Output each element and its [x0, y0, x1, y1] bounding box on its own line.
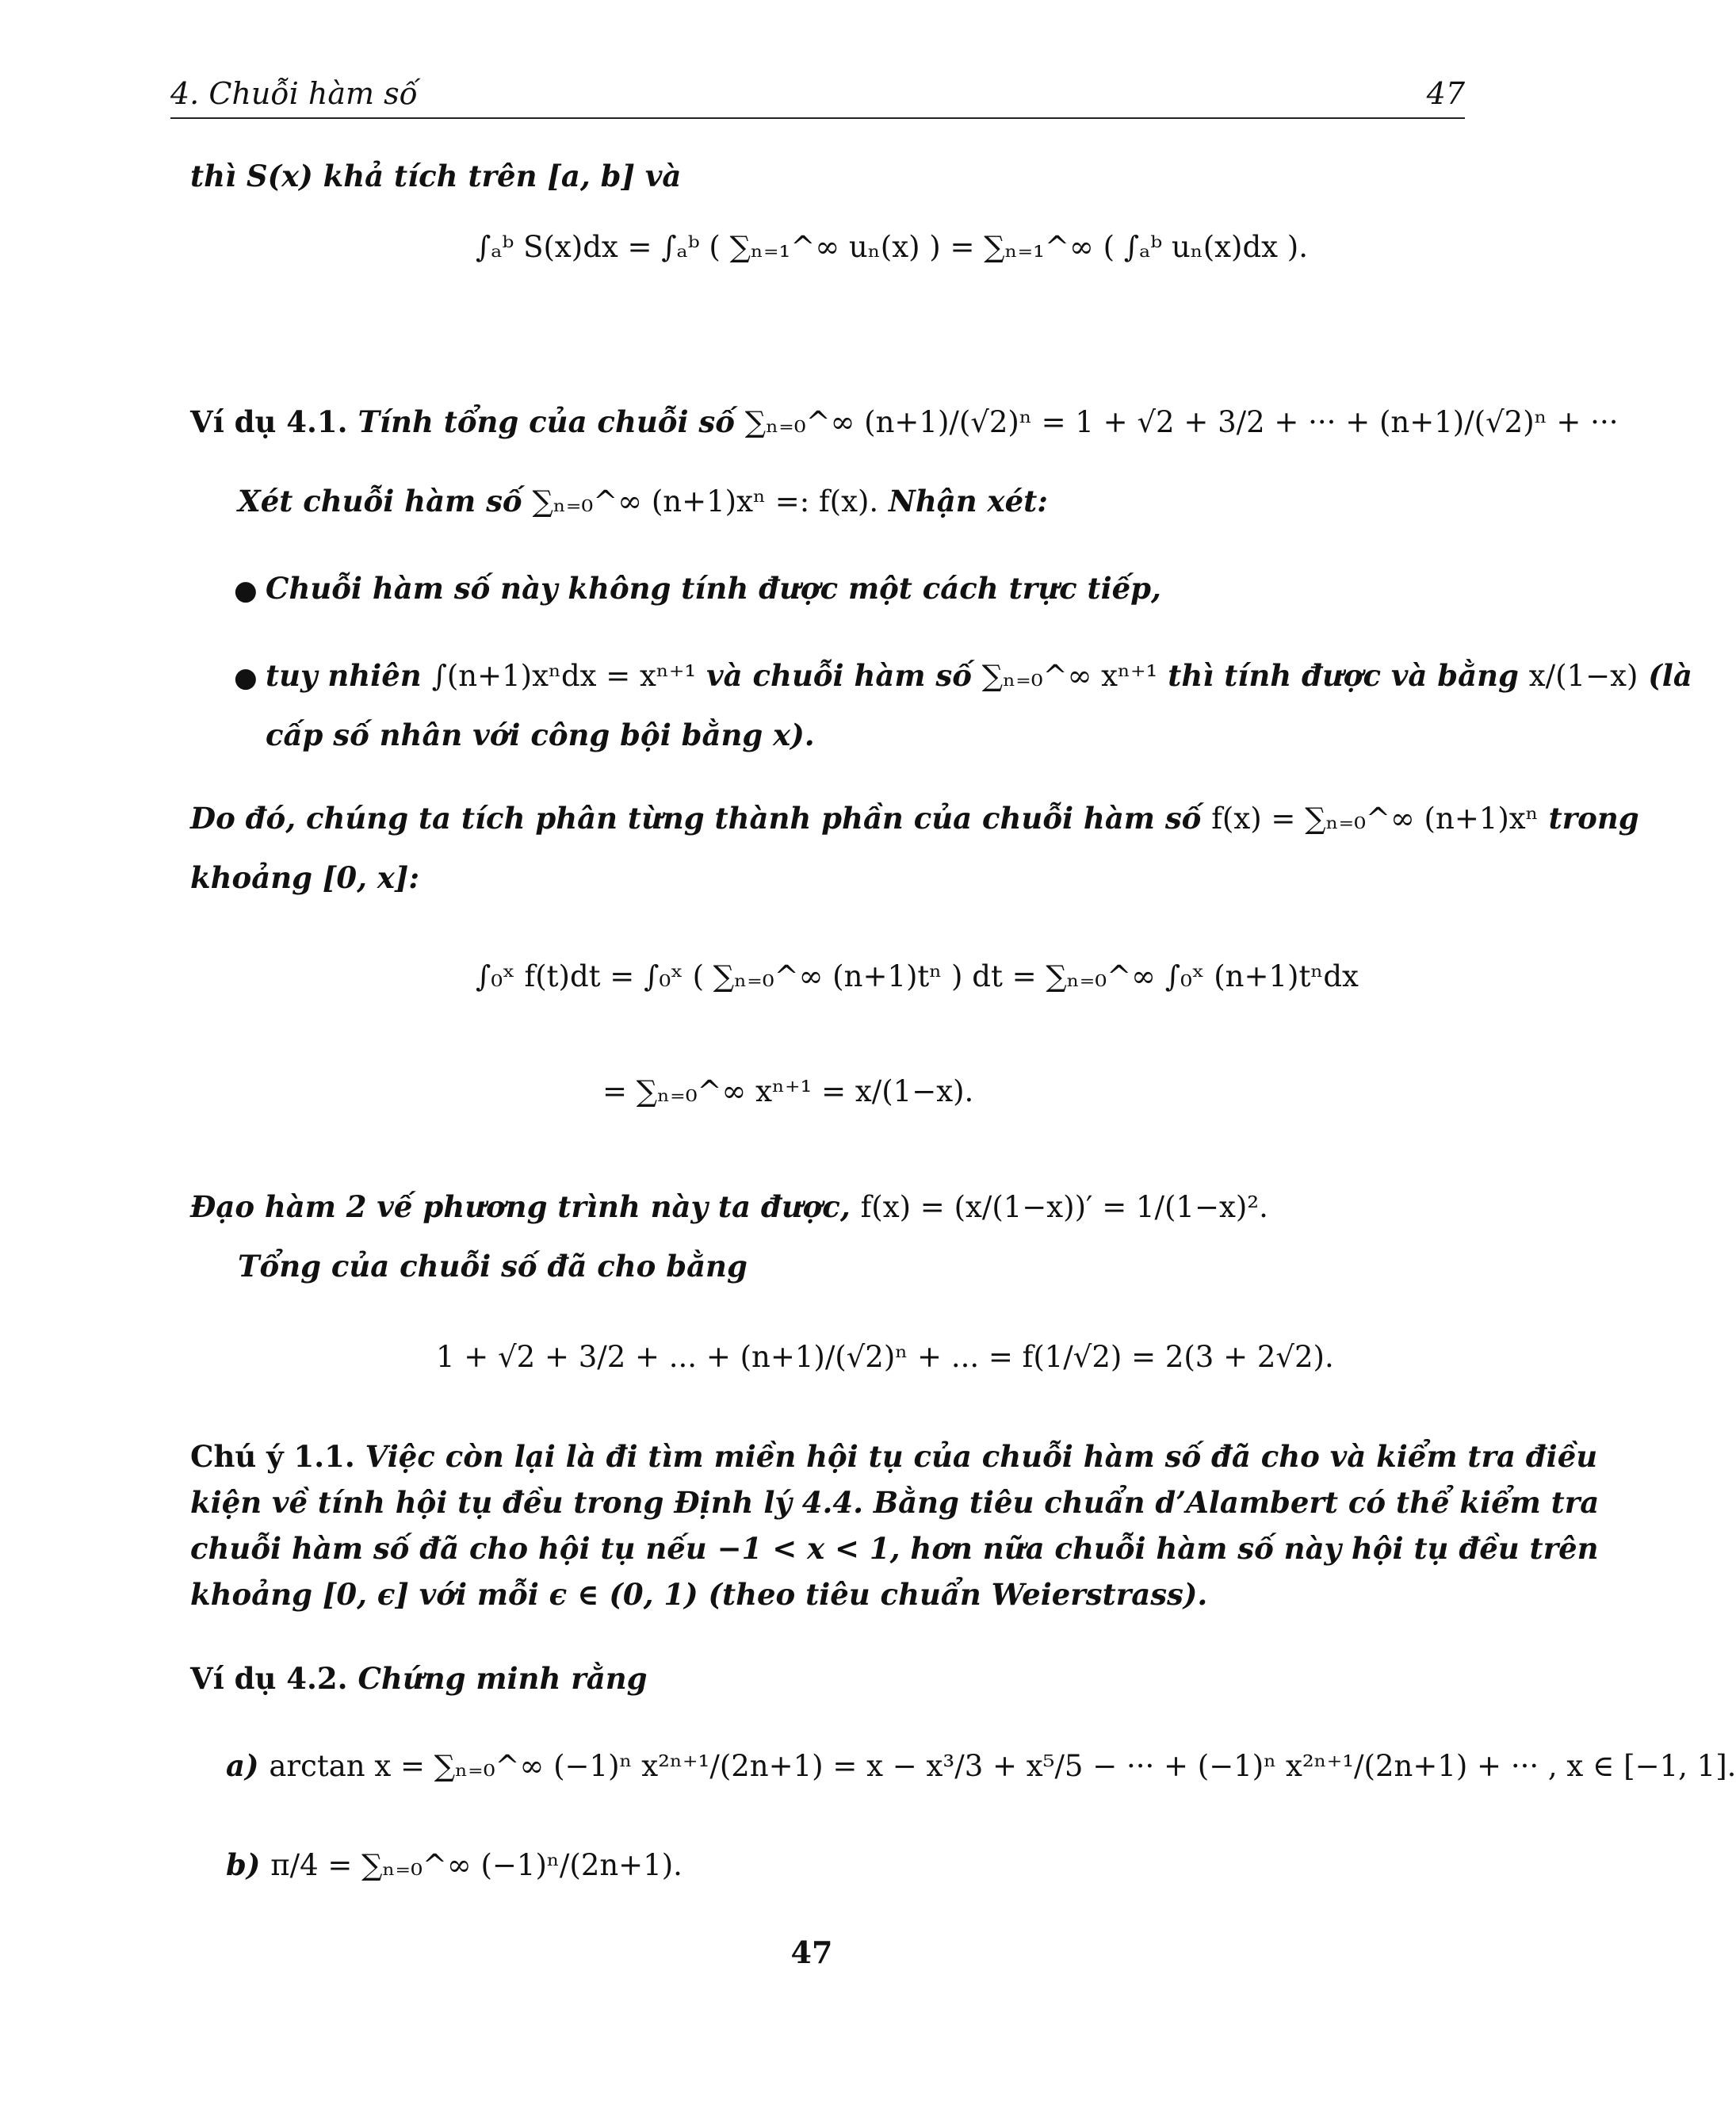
- consider-text-b: Nhận xét:: [889, 484, 1048, 519]
- bullet-2-sum: ∑ₙ₌₀^∞ xⁿ⁺¹: [981, 659, 1158, 693]
- note-line-2: [190, 1485, 1599, 1520]
- bullet-dot-2: ●: [234, 662, 258, 694]
- total-equation: [436, 1340, 1334, 1374]
- para-1-formula: f(x) = ∑ₙ₌₀^∞ (n+1)xⁿ: [1211, 802, 1539, 836]
- para-1-line-1: [190, 801, 1639, 836]
- note-line-1: [190, 1439, 1597, 1474]
- integral-formula: ∫ₐᵇ S(x)dx = ∫ₐᵇ ( ∑ₙ₌₁^∞ uₙ(x) ) = ∑ₙ₌₁^∞ ( ∫ₐᵇ uₙ(x)dx ).: [476, 230, 1308, 264]
- note-text-4: khoảng [0, ϵ] với mỗi ϵ ∈ (0, 1) (theo tiêu chuẩn Weierstrass).: [190, 1577, 1208, 1612]
- note-line-4: [190, 1577, 1207, 1612]
- bullet-2-formula: ∫(n+1)xⁿdx = xⁿ⁺¹: [431, 659, 697, 693]
- example-4-1-formula: ∑ₙ₌₀^∞ (n+1)/(√2)ⁿ = 1 + √2 + 3/2 + ··· + (n+1)/(√2)ⁿ + ···: [744, 405, 1619, 439]
- bullet-2-line-1: [266, 658, 1692, 693]
- example-4-1-text: Tính tổng của chuỗi số: [358, 404, 735, 439]
- bullet-2-text-e: cấp số nhân với công bội bằng x).: [266, 718, 815, 752]
- derivative-formula: f(x) = (x/(1−x))′ = 1/(1−x)².: [860, 1190, 1268, 1224]
- para-1-word: trong: [1548, 801, 1639, 836]
- example-4-1-label: Ví dụ 4.1.: [190, 404, 348, 439]
- bullet-2-text-b: và chuỗi hàm số: [706, 658, 972, 693]
- page-header: [170, 70, 1465, 119]
- bullet-2-frac: x/(1−x): [1528, 659, 1638, 693]
- para-1-text-2: khoảng [0, x]:: [190, 860, 420, 895]
- chapter-title: 4. Chuỗi hàm số: [170, 76, 418, 111]
- note-text-3: chuỗi hàm số đã cho hội tụ nếu −1 < x < 1, hơn nữa chuỗi hàm số này hội tụ đều trên: [190, 1531, 1599, 1566]
- example-4-2-label: Ví dụ 4.2.: [190, 1661, 348, 1696]
- bullet-2-line-2: [266, 718, 815, 752]
- header-page-number: 47: [1426, 76, 1465, 111]
- para-1-text: Do đó, chúng ta tích phân từng thành phần của chuỗi hàm số: [190, 801, 1202, 836]
- integral-equation: [476, 230, 1308, 264]
- integral-f-row-1: [476, 959, 1359, 993]
- bullet-dot-1: ●: [234, 575, 258, 607]
- intro-line: [190, 159, 681, 193]
- example-4-2-a: [226, 1748, 1736, 1783]
- example-4-2-text: Chứng minh rằng: [358, 1661, 648, 1696]
- note-label: Chú ý 1.1.: [190, 1439, 355, 1474]
- note-text-1: Việc còn lại là đi tìm miền hội tụ của chuỗi hàm số đã cho và kiểm tra điều: [365, 1439, 1598, 1474]
- bullet-2-text-c: thì tính được và bằng: [1168, 658, 1519, 693]
- total-text: Tổng của chuỗi số đã cho bằng: [238, 1249, 748, 1284]
- footer-page-number: 47: [790, 1935, 833, 1970]
- derivative-line: [190, 1189, 1268, 1224]
- note-text-2: kiện về tính hội tụ đều trong Định lý 4.4. Bằng tiêu chuẩn d’Alambert có thể kiểm tra: [190, 1485, 1600, 1520]
- bullet-2-text-d: (là: [1648, 658, 1692, 693]
- example-4-2-b-label: b): [226, 1847, 261, 1882]
- intro-text: thì S(x) khả tích trên [a, b] và: [190, 159, 682, 193]
- example-4-2-b: [226, 1847, 683, 1882]
- example-4-1: [190, 404, 1618, 439]
- integral-f-row-2: [602, 1074, 973, 1108]
- consider-text-a: Xét chuỗi hàm số: [238, 484, 522, 519]
- para-1-line-2: [190, 860, 419, 895]
- consider-line: [238, 484, 1048, 519]
- example-4-2-a-formula: arctan x = ∑ₙ₌₀^∞ (−1)ⁿ x²ⁿ⁺¹/(2n+1) = x − x³/3 + x⁵/5 − ··· + (−1)ⁿ x²ⁿ⁺¹/(2n+1) + ··· , x ∈ [−1, 1].: [269, 1749, 1736, 1783]
- consider-formula: ∑ₙ₌₀^∞ (n+1)xⁿ =: f(x).: [532, 484, 879, 519]
- bullet-1: [266, 571, 1161, 606]
- derivative-text: Đạo hàm 2 vế phương trình này ta được,: [190, 1189, 851, 1224]
- example-4-2: [190, 1661, 648, 1696]
- integral-f-formula-1: ∫₀ˣ f(t)dt = ∫₀ˣ ( ∑ₙ₌₀^∞ (n+1)tⁿ ) dt = ∑ₙ₌₀^∞ ∫₀ˣ (n+1)tⁿdx: [476, 959, 1359, 993]
- example-4-2-b-formula: π/4 = ∑ₙ₌₀^∞ (−1)ⁿ/(2n+1).: [270, 1848, 683, 1882]
- example-4-2-a-label: a): [226, 1748, 259, 1783]
- total-line: [238, 1249, 748, 1284]
- total-formula: 1 + √2 + 3/2 + ... + (n+1)/(√2)ⁿ + ... = f(1/√2) = 2(3 + 2√2).: [436, 1340, 1334, 1374]
- note-line-3: [190, 1531, 1599, 1566]
- bullet-2-text-a: tuy nhiên: [266, 658, 422, 693]
- bullet-1-text: Chuỗi hàm số này không tính được một cách trực tiếp,: [266, 571, 1161, 606]
- integral-f-formula-2: = ∑ₙ₌₀^∞ xⁿ⁺¹ = x/(1−x).: [602, 1074, 974, 1108]
